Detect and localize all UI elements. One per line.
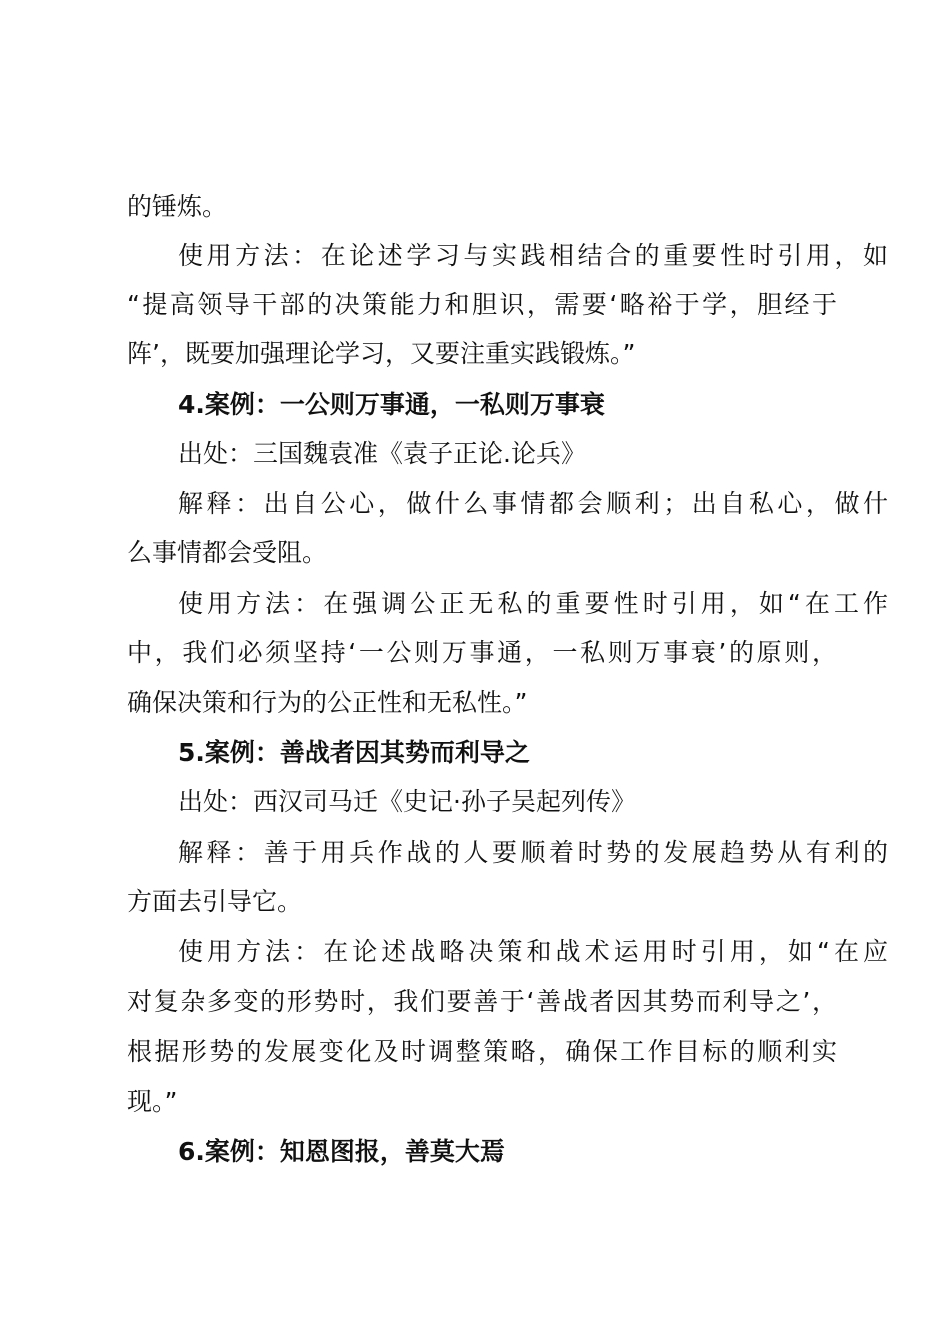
case-heading-4: 4.案例：一公则万事通，一私则万事衰 [178, 390, 605, 419]
explanation-line: 么事情都会受阻。 [127, 538, 328, 567]
usage-method-line: 根据形势的发展变化及时调整策略，确保工作目标的顺利实 [127, 1037, 837, 1066]
usage-method-line: 确保决策和行为的公正性和无私性。” [127, 688, 528, 717]
usage-method-line: 中，我们必须坚持‘一公则万事通，一私则万事衰’的原则， [127, 638, 837, 667]
usage-method-line: 现。” [127, 1087, 178, 1116]
explanation-line: 方面去引导它。 [127, 887, 303, 916]
case-heading-5: 5.案例：善战者因其势而利导之 [178, 738, 530, 767]
usage-method-line: 使用方法：在强调公正无私的重要性时引用，如“在工作 [178, 589, 888, 618]
usage-method-line: 对复杂多变的形势时，我们要善于‘善战者因其势而利导之’， [127, 987, 837, 1016]
paragraph-continuation: 的锤炼。 [127, 192, 228, 221]
explanation-line: 解释：出自公心，做什么事情都会顺利；出自私心，做什 [178, 489, 888, 518]
usage-method-line: 阵’，既要加强理论学习，又要注重实践锻炼。” [127, 339, 636, 368]
case-heading-6: 6.案例：知恩图报，善莫大焉 [178, 1137, 505, 1166]
source-line: 出处：西汉司马迁《史记·孙子吴起列传》 [178, 787, 636, 816]
usage-method-line: 使用方法：在论述学习与实践相结合的重要性时引用，如 [178, 241, 888, 270]
usage-method-line: 使用方法：在论述战略决策和战术运用时引用，如“在应 [178, 937, 888, 966]
explanation-line: 解释：善于用兵作战的人要顺着时势的发展趋势从有利的 [178, 838, 888, 867]
source-line: 出处：三国魏袁准《袁子正论.论兵》 [178, 439, 586, 468]
usage-method-line: “提高领导干部的决策能力和胆识，需要‘略裕于学，胆经于 [127, 290, 837, 319]
